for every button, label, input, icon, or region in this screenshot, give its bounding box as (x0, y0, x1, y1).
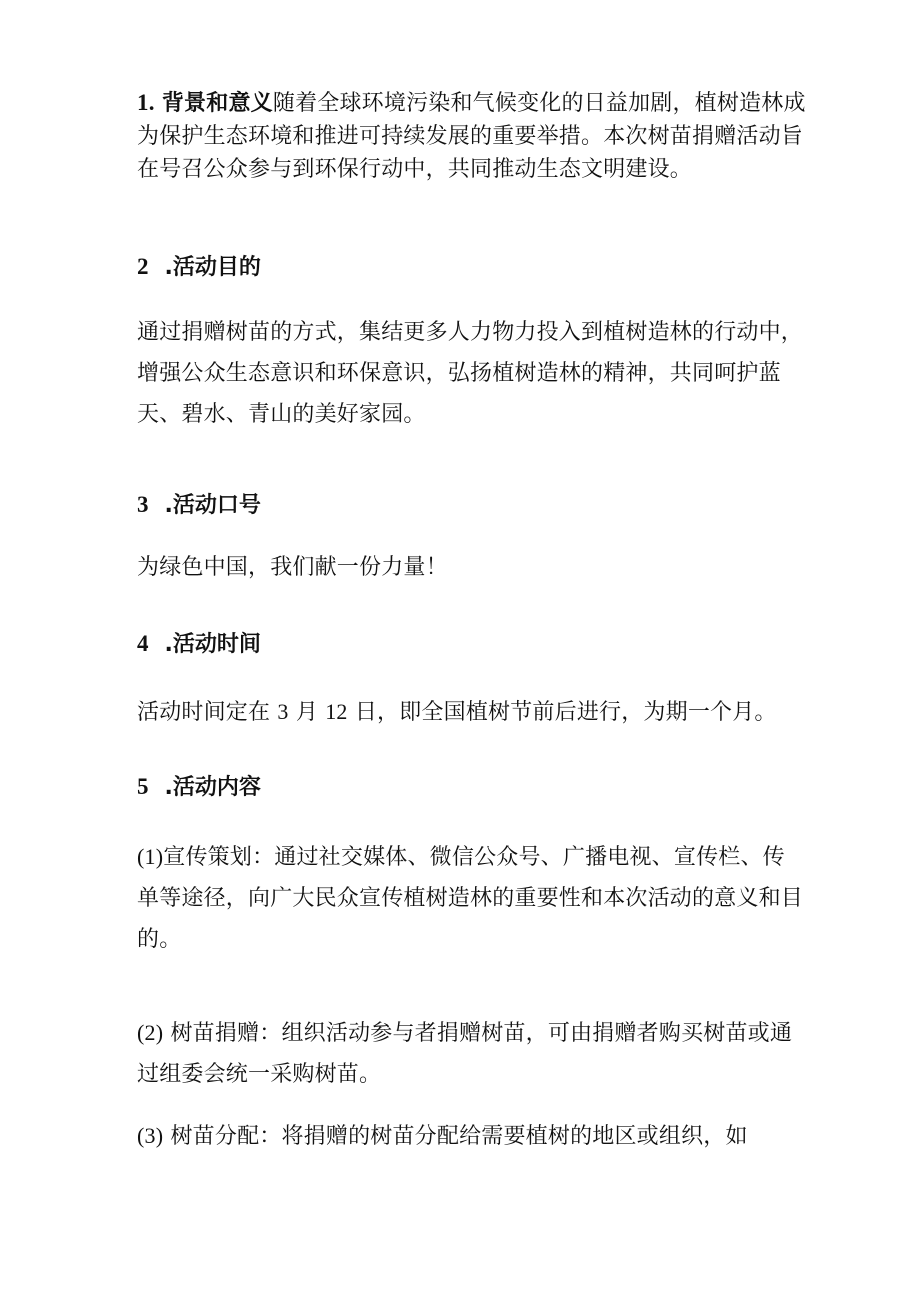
section-body: 随着全球环境污染和气候变化的日益加剧，植树造林成为保护生态环境和推进可持续发展的重要举措。本次树苗捐赠活动旨在号召公众参与到环保行动中，共同推动生态文明建设。 (137, 91, 806, 182)
item-text: 树苗捐赠：组织活动参与者捐赠树苗，可由捐赠者购买树苗或通过组委会统一采购树苗。 (137, 1021, 793, 1087)
section-number: 4 (137, 631, 149, 656)
section-title: .活动内容 (164, 775, 261, 800)
section-background (137, 86, 807, 186)
time-month: 3 (277, 699, 289, 724)
section-slogan-body (137, 551, 807, 584)
item-marker: (1) (137, 844, 164, 869)
section-purpose-body (137, 312, 807, 435)
section-number: 1 (137, 90, 149, 115)
item-marker: (2) (137, 1020, 164, 1045)
section-purpose-heading (137, 250, 807, 284)
section-time-heading (137, 627, 807, 661)
section-title: .活动目的 (164, 255, 261, 280)
section-title: .活动时间 (164, 632, 261, 657)
time-text-a: 活动时间定在 (137, 700, 271, 725)
section-number-dot: . (148, 90, 155, 115)
item-text: 树苗分配：将捐赠的树苗分配给需要植树的地区或组织，如 (170, 1124, 748, 1149)
section-slogan-heading (137, 488, 807, 522)
section-title: 背景和意义 (161, 91, 273, 116)
section-body: 为绿色中国，我们献一份力量！ (137, 555, 448, 580)
section-number: 3 (137, 492, 149, 517)
section-number: 2 (137, 254, 149, 279)
list-item (137, 1012, 807, 1095)
section-background-paragraph (137, 86, 807, 186)
content-item-1 (137, 836, 807, 960)
section-title: .活动口号 (164, 493, 261, 518)
time-text-b: 月 (295, 700, 319, 725)
list-item (137, 836, 807, 960)
section-content-heading (137, 770, 807, 804)
list-item (137, 1115, 807, 1157)
section-body (137, 695, 817, 729)
item-text: 宣传策划：通过社交媒体、微信公众号、广播电视、宣传栏、传单等途径，向广大民众宣传植树造林的重要性和本次活动的意义和目的。 (137, 845, 804, 952)
section-time-body (137, 695, 817, 729)
content-item-2 (137, 1012, 807, 1095)
time-text-c: 日，即全国植树节前后进行，为期一个月。 (354, 700, 777, 725)
content-item-3 (137, 1115, 807, 1157)
section-number: 5 (137, 774, 149, 799)
time-day: 12 (325, 699, 348, 724)
section-body: 通过捐赠树苗的方式，集结更多人力物力投入到植树造林的行动中，增强公众生态意识和环保意识，弘扬植树造林的精神，共同呵护蓝天、碧水、青山的美好家园。 (137, 320, 804, 427)
item-marker: (3) (137, 1123, 164, 1148)
